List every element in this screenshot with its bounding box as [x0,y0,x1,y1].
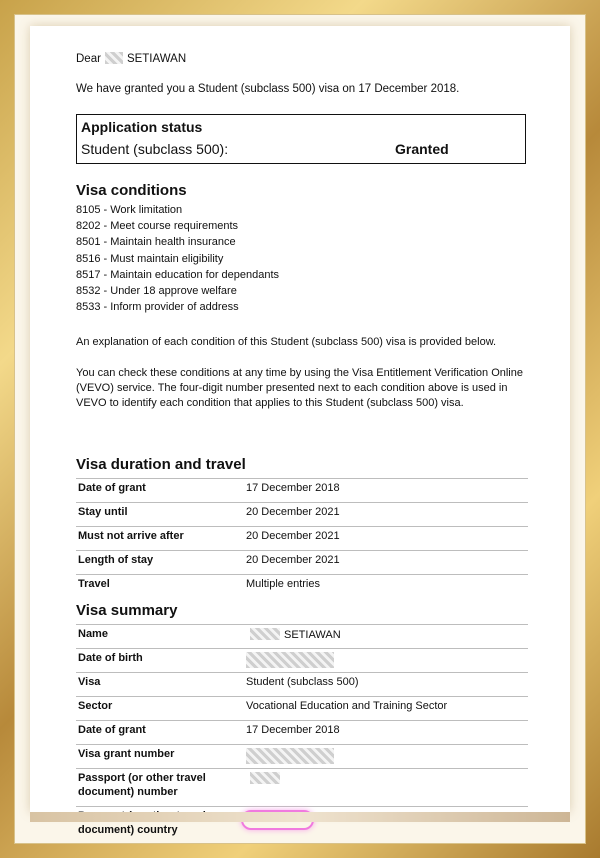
row-value: 20 December 2021 [244,527,528,551]
row-value: Student (subclass 500) [244,673,528,697]
redacted-grant-number [246,748,334,764]
row-label: Date of grant [76,479,244,503]
condition-item: 8532 - Under 18 approve welfare [76,284,237,297]
row-value: 20 December 2021 [244,503,528,527]
row-label: Sector [76,697,244,721]
table-row [76,697,528,721]
greeting-prefix: Dear [76,53,101,65]
row-label: Name [76,625,244,649]
application-status-title: Application status [81,119,203,135]
redacted-date-of-birth [246,652,334,668]
table-row [76,721,528,745]
row-label: Date of grant [76,721,244,745]
row-label: Visa [76,673,244,697]
table-row [76,527,528,551]
row-label: Must not arrive after [76,527,244,551]
row-value: Vocational Education and Training Sector [244,697,528,721]
visa-summary-title: Visa summary [76,602,178,619]
table-row [76,575,528,599]
row-label: Visa grant number [76,745,244,769]
row-value: 20 December 2021 [244,551,528,575]
row-label: Passport (or other travel document) number [76,769,244,807]
redacted-given-name [105,52,123,64]
table-row [76,503,528,527]
condition-item: 8517 - Maintain education for dependants [76,268,280,281]
condition-item: 8533 - Inform provider of address [76,301,239,314]
row-value: 17 December 2018 [244,479,528,503]
table-row [76,745,528,769]
greeting [76,52,186,66]
application-status-value: Granted [395,140,449,157]
duration-table [76,478,528,598]
condition-item: 8105 - Work limitation [76,204,183,216]
table-row [76,551,528,575]
conditions-explanation: An explanation of each condition of this Student (subclass 500) visa is provided below. [76,336,497,348]
row-value [244,745,528,769]
redacted-given-name [250,628,280,640]
application-status-row [81,141,521,159]
row-label: Length of stay [76,551,244,575]
visa-summary-table [76,624,528,844]
condition-item: 8202 - Meet course requirements [76,220,239,233]
redacted-passport-number [250,772,280,784]
condition-item: 8501 - Maintain health insurance [76,236,236,249]
visa-conditions-list [76,204,279,317]
row-value [244,769,528,807]
application-status-box [76,114,526,164]
vevo-note: You can check these conditions at any time by using the Visa Entitlement Verification Online (VEVO) service. The four-digit number presented next to each condition above is used in VEVO to identify each condition that applies to this Student (subclass 500) visa. [76,367,523,409]
visa-grant-letter [30,26,570,836]
duration-title: Visa duration and travel [76,456,246,473]
table-row [76,625,528,649]
row-label: Travel [76,575,244,599]
row-label: Date of birth [76,649,244,673]
background-photo-strip [30,812,570,822]
table-row [76,769,528,807]
row-value: 17 December 2018 [244,721,528,745]
application-status-label: Student (subclass 500): [81,140,229,157]
table-row [76,649,528,673]
table-row [76,479,528,503]
table-row [76,673,528,697]
visa-conditions-title: Visa conditions [76,182,187,199]
grant-intro: We have granted you a Student (subclass 500) visa on 17 December 2018. [76,83,460,95]
row-value: Multiple entries [244,575,528,599]
row-label: Stay until [76,503,244,527]
summary-surname: SETIAWAN [284,629,341,641]
row-value [244,649,528,673]
condition-item: 8516 - Must maintain eligibility [76,252,224,265]
row-value [244,625,528,649]
row-label: document) country [76,807,244,845]
greeting-surname: SETIAWAN [126,53,187,65]
